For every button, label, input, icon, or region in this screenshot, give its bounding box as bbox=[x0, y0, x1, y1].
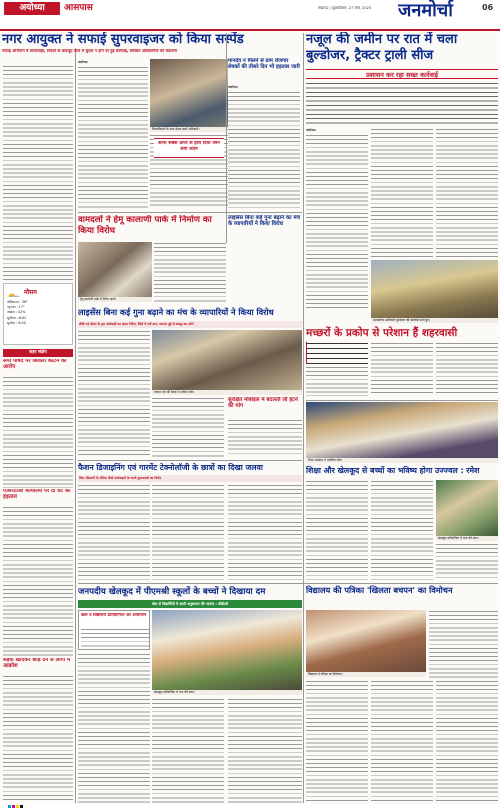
mid-story-headline: मानदेय न मिलने से ग्राम रोजगार सेवकों की तीसरे दिन भी हड़ताल जारी bbox=[228, 58, 300, 70]
city-brief-headline: सपा पार्षद पर बिजली काटने का आरोप bbox=[3, 359, 67, 370]
pullquote-box bbox=[154, 138, 224, 158]
sports-caption-right: खेलकूद प्रतियोगिता में भाग लेते छात्र। bbox=[436, 536, 498, 541]
pmshri-box bbox=[78, 610, 150, 650]
vyapar-photo bbox=[152, 330, 302, 390]
pullquote-text: सोनी सबसे ऊपर से हाथ दिया जाने लगा ध्यान bbox=[158, 141, 220, 152]
patrika-side bbox=[429, 610, 498, 678]
pmshri-col3 bbox=[228, 698, 302, 803]
masthead-rule bbox=[0, 29, 500, 31]
left-column-text-top bbox=[3, 65, 73, 283]
arto-headline: एआरटीओ कार्यालय पर दो घंटे की हड़ताल bbox=[3, 489, 71, 500]
masthead bbox=[0, 0, 500, 31]
right-lead-subhead-box bbox=[306, 69, 498, 79]
weather-sunrise: सूर्योदय : 6:02 bbox=[7, 315, 27, 320]
mid-story-dateline: अयोध्या। bbox=[228, 85, 239, 89]
license-col2 bbox=[152, 397, 224, 457]
lead-subheadline: सफाई अभियान में लापरवाही, निर्देशों के बावजूद कार्य में सुधार न होने पर हुई कार्रवाई, संबंधित अधिकारियों को चेतावनी bbox=[2, 49, 177, 53]
shiksha-caption: शिक्षा सम्मेलन में उपस्थित लोग। bbox=[306, 458, 498, 463]
shiksha-col3 bbox=[436, 543, 498, 580]
shiksha-photo bbox=[306, 402, 498, 458]
vyapar-caption: व्यापार मंच की बैठक में शामिल लोग। bbox=[152, 390, 302, 395]
mosquito-body-c bbox=[436, 342, 498, 396]
page-number: 06 bbox=[482, 3, 494, 12]
mosquito-body-a bbox=[306, 366, 368, 396]
mosquito-bullets bbox=[306, 342, 368, 364]
fashion-headline: फैशन डिजाइनिंग एवं गारमेंट टेक्नोलॉजी के छात्रों का दिखा जलवा bbox=[78, 463, 263, 472]
patrika-col2 bbox=[371, 680, 433, 803]
right-lead-intro bbox=[306, 82, 498, 124]
tab-left bbox=[4, 2, 60, 15]
vamdal-body bbox=[154, 242, 226, 302]
arto-text bbox=[3, 506, 73, 656]
pmshri-photo bbox=[152, 610, 302, 690]
vamdal-photo bbox=[78, 242, 152, 297]
patrika-col1 bbox=[306, 680, 368, 803]
vamdal-caption: हेमू कालाणी पार्क में विरोध करते। bbox=[78, 297, 152, 302]
sports-photo-right bbox=[436, 480, 498, 536]
shiksha-col2 bbox=[371, 480, 433, 580]
weather-min: न्यूनतम : 17° bbox=[7, 305, 25, 310]
weather-title: मौसम bbox=[24, 289, 37, 296]
road-headline: सड़क खोदकर छोड़ देने से लोगों में आक्रोश bbox=[3, 658, 71, 669]
weather-sunset: सूर्यास्त : 6:20 bbox=[7, 320, 26, 325]
right-lead-col1 bbox=[306, 128, 368, 308]
right-lead-subhead: प्रशासन कर रहा सख्त कार्रवाई bbox=[366, 71, 438, 79]
shiksha-col1 bbox=[306, 480, 368, 580]
pmshri-headline: जनपदीय खेलकूद में पीएमश्री स्कूलों के बच्चों ने दिखाया दम bbox=[78, 587, 266, 597]
weather-humidity: आर्द्रता : 42% bbox=[7, 310, 26, 315]
sports-sub-strip-text: खेल से विद्यार्थियों में आती अनुशासन की भावना : सीडीओ bbox=[151, 602, 229, 606]
license-headline: लाइसेंस बिना कई गुना बढ़ाने का मंच के व्यापारियों ने किया विरोध bbox=[228, 215, 301, 228]
mid-story-body bbox=[228, 91, 300, 208]
mid-story bbox=[228, 58, 300, 208]
weather-box bbox=[3, 283, 73, 345]
city-brief-title: शहर संक्षेप bbox=[3, 349, 73, 357]
weather-rows bbox=[7, 300, 71, 344]
mosquito-body-b bbox=[371, 342, 433, 396]
fashion-col1 bbox=[78, 484, 150, 580]
mosquito-headline: मच्छरों के प्रकोप से परेशान हैं शहरवासी bbox=[306, 327, 458, 339]
license-col3 bbox=[228, 397, 302, 457]
bulldozer-photo bbox=[371, 260, 498, 318]
mosquito-story bbox=[306, 326, 498, 396]
pmshri-col1 bbox=[78, 653, 150, 803]
right-lead-dateline: अयोध्या। bbox=[306, 128, 317, 132]
tab-left-label: अयोध्या bbox=[19, 3, 45, 13]
lead-dateline: अयोध्या। bbox=[78, 60, 89, 64]
patrika-photo bbox=[306, 610, 426, 672]
license-sub-strip-text: डीसी एवं डीएम के द्वार कार्यवाही का अहम निर्देश, जिले में दर्ज कम, व्यापार मुद्दे से संबद्ध कर उठेंगे bbox=[79, 322, 194, 326]
pmshri-box-headline: खेल व विद्यालय प्रतियोगिता का आयोजन bbox=[81, 613, 147, 618]
city-brief-text bbox=[3, 376, 73, 488]
pmshri-col2 bbox=[152, 698, 224, 803]
weather-max: अधिकतम : 36° bbox=[7, 300, 28, 304]
vamdal-headline: वामदलों ने हेमू कालाणी पार्क में निर्माण का किया विरोध bbox=[78, 215, 212, 236]
left-column bbox=[2, 33, 74, 803]
mobile-headline: सुरक्षित मोबाइल में बदलती लीं हटने की मांग bbox=[228, 397, 298, 410]
footer-rule bbox=[0, 804, 500, 809]
patrika-headline: विद्यालय की पत्रिका 'खिलता बचपन' का विमोचन bbox=[306, 585, 453, 595]
lead-headline: नगर आयुक्त ने सफाई सुपरवाइजर को किया सस्पेंड bbox=[2, 32, 300, 48]
lead-photo-caption: जिलाधिकारी के साथ बैठक करते अधिकारी। bbox=[150, 127, 300, 132]
pmshri-box-body bbox=[81, 628, 149, 650]
patrika-col3 bbox=[436, 680, 498, 803]
dateline: लखनऊ | बृहस्पतिवार, 27 मार्च, 2025 bbox=[318, 6, 372, 10]
right-lead-headline: नजूल की जमीन पर रात में चला बुल्डोजर, ट्रैक्टर ट्राली सीज bbox=[306, 32, 458, 63]
pmshri-caption: खेलकूद प्रतियोगिता में भाग लेते छात्र। bbox=[152, 690, 302, 695]
bulldozer-caption: प्रशासनिक अधिकारी बुल्डोजर की कार्रवाई करते हुए। bbox=[371, 318, 498, 323]
tab-section bbox=[64, 2, 124, 15]
shiksha-headline: शिक्षा और खेलकूद से बच्चों का भविष्य होगा उज्ज्वल : रमेश bbox=[306, 466, 480, 475]
license-col1 bbox=[78, 330, 150, 455]
fashion-col2 bbox=[152, 484, 224, 580]
road-text bbox=[3, 675, 73, 800]
lead-body bbox=[78, 66, 148, 208]
patrika-caption: विद्यालय में पत्रिका का विमोचन। bbox=[306, 672, 426, 677]
fashion-col3 bbox=[228, 484, 302, 580]
right-lead-col3 bbox=[436, 128, 498, 258]
mobile-body bbox=[228, 419, 302, 457]
right-lead-col2 bbox=[371, 128, 433, 258]
right-lead-col1-body bbox=[306, 134, 368, 308]
weather-icon bbox=[7, 287, 21, 297]
fashion-sub-strip bbox=[78, 475, 302, 482]
fashion-sub-strip-text: बिना जीएसटी के नोटिस जैसी कार्रवाइयों के चलते दुकानदारों का विरोध bbox=[79, 476, 162, 480]
tab-section-label: आसपास bbox=[64, 3, 93, 13]
license-sub-strip bbox=[78, 321, 302, 328]
sports-sub-strip bbox=[78, 600, 302, 608]
paper-name: जनमोर्चा bbox=[398, 0, 453, 21]
license-wide-headline: लाइसेंस बिना कई गुना बढ़ाने का मंच के व्यापारियों ने किया विरोध bbox=[78, 307, 274, 317]
